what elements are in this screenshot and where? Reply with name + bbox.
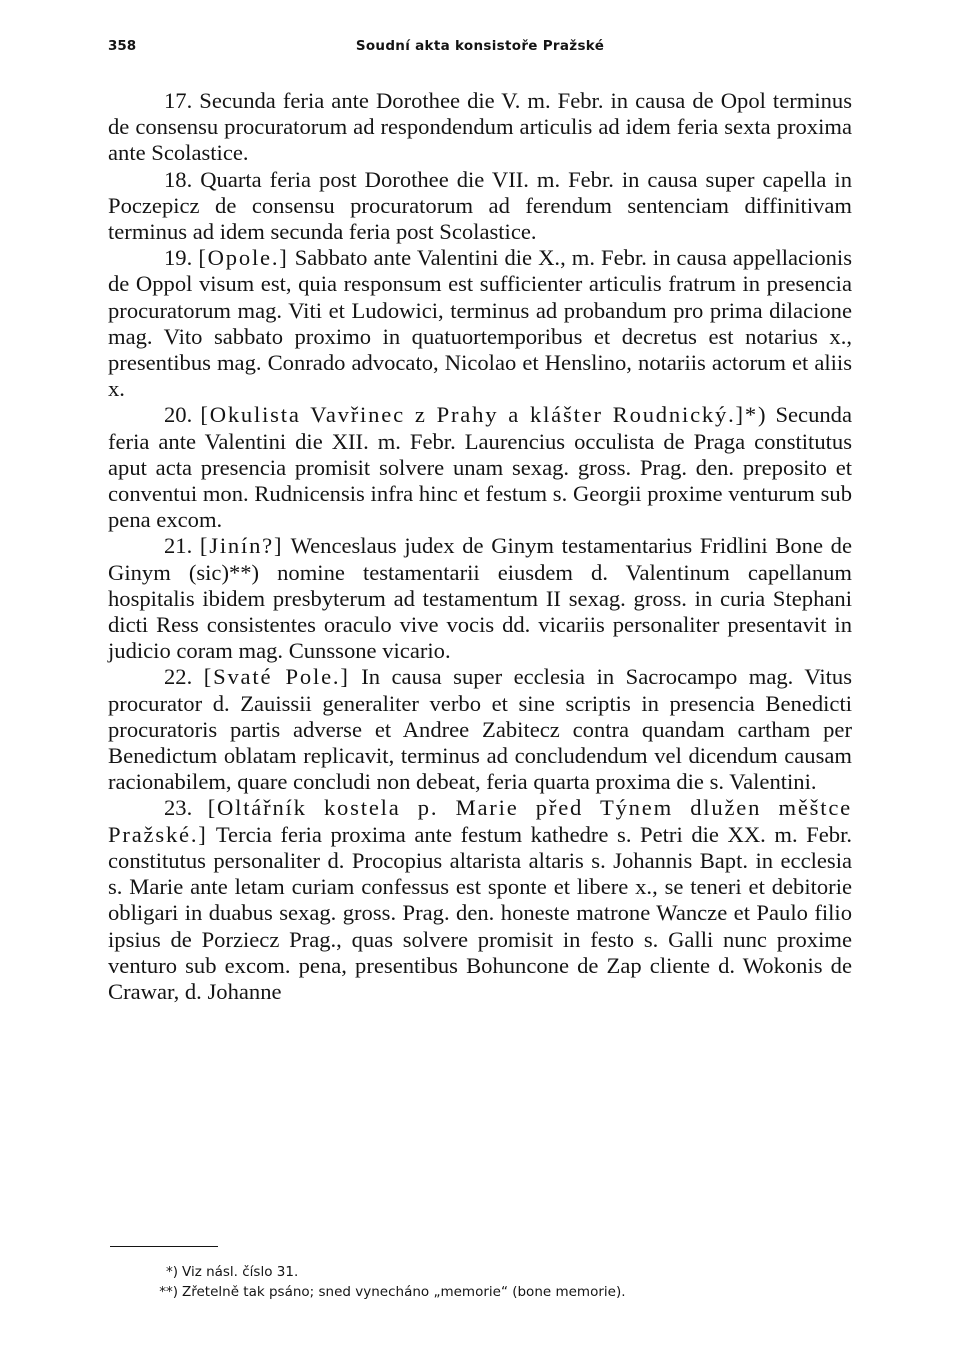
entry-text: Secunda feria ante Valentini die XII. m. Febr. Laurencius occulista de Praga constitutus aput acta presencia promisit solvere unam sexag. gross. Prag. den. preposito et conventui mon. Rudnicensis infra hinc et festum s. Georgii proxime venturum sub pena excom.	[108, 402, 852, 533]
entry-text: Tercia feria proxima ante festum kathedre s. Petri die XX. m. Febr. constitutus personaliter d. Procopius altarista altaris s. Johannis Bapt. in ecclesia s. Marie ante letam curiam confessus est sponte et libere x., se teneri et debitorie obligari in duabus sexag. gross. Prag. den. honeste matrone Wancze et Paulo filio ipsius de Porziecz Prag., quas solvere promisit in festo s. Galli nunc proxime venturo sub excom. pena, presentibus Bohuncone de Zap cliente d. Wokonis de Crawar, d. Johanne	[108, 821, 852, 1004]
footnote-text: Viz násl. číslo 31.	[182, 1264, 299, 1280]
entry-number: 22.	[164, 664, 193, 690]
footnote-mark: **)	[159, 1284, 178, 1300]
page-header	[108, 38, 852, 60]
entry-place: [Okulista Vavřinec z Prahy a klášter Roudnický.]*)	[200, 402, 768, 428]
entry-text: Secunda feria ante Dorothee die V. m. Febr. in causa de Opol terminus de consensu procuratorum ad respondendum articulis ad idem feria sexta proxima ante Scolastice.	[108, 88, 852, 166]
page-number: 358	[108, 38, 137, 54]
footnote	[150, 1282, 850, 1302]
footnote-divider	[110, 1246, 218, 1247]
entry-place: [Oltářník kostela p. Marie před Týnem dlužen měštce Pražské.]	[108, 795, 853, 847]
running-title: Soudní akta konsistoře Pražské	[355, 38, 605, 54]
entry-21	[108, 533, 852, 664]
entry-place: [Jinín?]	[199, 533, 284, 559]
footnotes	[150, 1262, 850, 1302]
entry-number: 18.	[164, 166, 193, 192]
entry-text: Wenceslaus judex de Ginym testamentarius Fridlini Bone de Ginym (sic)**) nomine testamentarii eiusdem d. Valentinum capellanum hospitalis ibidem presbyterum ad testamentum II sexag. gross. in curia Stephani dicti Ress consistentes oraculo vive vocis dd. vicariis personaliter presentavit in judicio coram mag. Cunssone vicario.	[108, 533, 852, 664]
entry-number: 20.	[164, 402, 193, 428]
entry-17	[108, 88, 852, 167]
entry-18	[108, 167, 852, 246]
footnote-text: Zřetelně tak psáno; sned vynecháno „memorie“ (bone memorie).	[182, 1284, 626, 1300]
footnote-mark: *)	[165, 1264, 178, 1280]
entry-number: 19.	[164, 245, 193, 271]
entry-number: 23.	[164, 795, 193, 821]
entry-place: [Svaté Pole.]	[203, 664, 350, 690]
entry-place: [Opole.]	[198, 245, 289, 271]
entry-19	[108, 245, 852, 402]
entry-22	[108, 664, 852, 795]
entry-text: In causa super ecclesia in Sacrocampo mag. Vitus procurator d. Zauissii generaliter verbo et sine scriptis in presencia Benedicti procuratoris partis adverse et Andree Zabitecz contra quandam cartham per Benedictum oblatam replicavit, terminus ad concludendum vel dicendum causam racionabilem, quare concludi non debeat, feria quarta proxima die s. Valentini.	[108, 664, 853, 795]
body-text	[108, 88, 852, 1005]
entry-20	[108, 402, 852, 533]
entry-number: 21.	[164, 533, 193, 559]
entry-text: Sabbato ante Valentini die X., m. Febr. in causa appellacionis de Oppol visum est, quia responsum est sufficienter articulis fratrum in presencia procuratorum mag. Viti et Ludowici, terminus ad probandum pro prima dilacione mag. Vito sabbato proximo in quatuortemporibus et decretus est notarius x., presentibus mag. Conrado advocato, Nicolao et Henslino, notariis actorum et aliis x.	[108, 245, 852, 402]
entry-23	[108, 795, 852, 1005]
footnote	[150, 1262, 850, 1282]
entry-text: Quarta feria post Dorothee die VII. m. Febr. in causa super capella in Poczepicz de consensu procuratorum ad ferendum sentenciam diffinitivam terminus ad idem secunda feria post Scolastice.	[108, 166, 852, 245]
entry-number: 17.	[164, 88, 193, 113]
